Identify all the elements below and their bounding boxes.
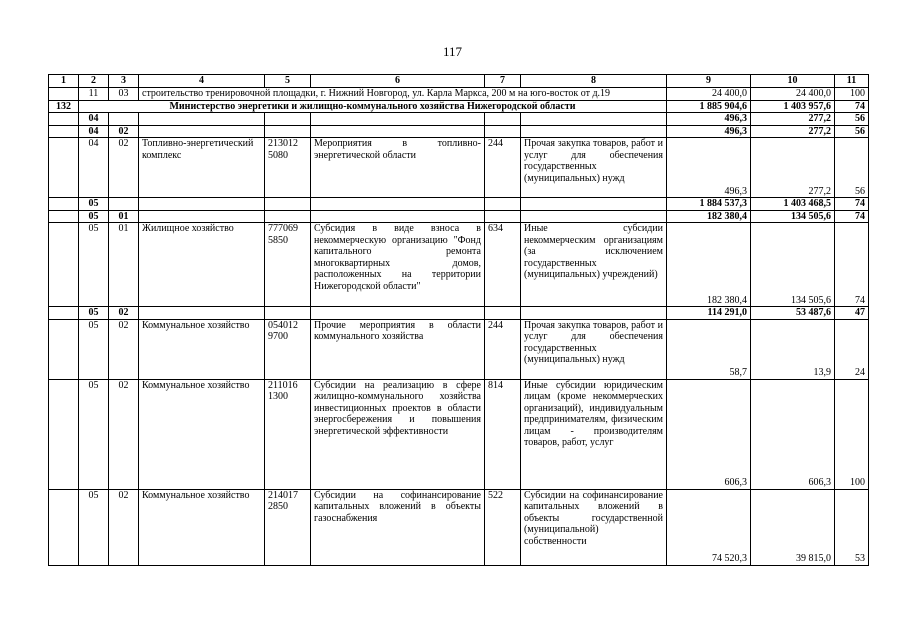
cell-actual: 1 403 957,6 bbox=[751, 100, 835, 113]
cell-plan: 58,7 bbox=[667, 319, 751, 379]
cell-branch: Коммунальное хозяйство bbox=[139, 489, 265, 565]
cell-actual: 1 403 468,5 bbox=[751, 198, 835, 211]
cell-actual: 277,2 bbox=[751, 138, 835, 198]
table-row bbox=[49, 210, 869, 223]
cell-plan: 496,3 bbox=[667, 125, 751, 138]
cell-subsection: 02 bbox=[109, 319, 139, 379]
cell-section: 11 bbox=[79, 88, 109, 101]
cell-expense-type: 244 bbox=[485, 319, 521, 379]
cell-subsection: 02 bbox=[109, 489, 139, 565]
cell-percent: 47 bbox=[835, 307, 869, 320]
header-cell: 3 bbox=[109, 75, 139, 88]
cell-percent: 24 bbox=[835, 319, 869, 379]
cell-section: 05 bbox=[79, 319, 109, 379]
cell-code: 132 bbox=[49, 100, 79, 113]
cell-percent: 56 bbox=[835, 113, 869, 126]
cell-branch: Топливно-энергетический комплекс bbox=[139, 138, 265, 198]
table-row bbox=[49, 88, 869, 101]
cell-subsection: 01 bbox=[109, 223, 139, 307]
cell-subsection: 02 bbox=[109, 138, 139, 198]
header-cell: 8 bbox=[521, 75, 667, 88]
cell-branch: Коммунальное хозяйство bbox=[139, 379, 265, 489]
cell-target-code: 054012 9700 bbox=[265, 319, 311, 379]
table-row bbox=[49, 198, 869, 211]
cell-expense-name: Прочая закупка товаров, работ и услуг для обеспечения государственных (муниципальных) нужд bbox=[521, 138, 667, 198]
cell-actual: 13,9 bbox=[751, 319, 835, 379]
cell-branch: Коммунальное хозяйство bbox=[139, 319, 265, 379]
cell-ministry-name: Министерство энергетики и жилищно-коммунального хозяйства Нижегородской области bbox=[79, 100, 667, 113]
cell-percent: 56 bbox=[835, 125, 869, 138]
cell-subsection: 01 bbox=[109, 210, 139, 223]
header-cell: 7 bbox=[485, 75, 521, 88]
cell-target-code: 211016 1300 bbox=[265, 379, 311, 489]
header-cell: 6 bbox=[311, 75, 485, 88]
cell-section: 05 bbox=[79, 379, 109, 489]
cell-section: 05 bbox=[79, 223, 109, 307]
cell-target-code: 214017 2850 bbox=[265, 489, 311, 565]
cell-target-code: 213012 5080 bbox=[265, 138, 311, 198]
cell-expense-type: 634 bbox=[485, 223, 521, 307]
table-row bbox=[49, 319, 869, 379]
cell-plan: 606,3 bbox=[667, 379, 751, 489]
cell-section: 04 bbox=[79, 113, 109, 126]
cell-percent: 100 bbox=[835, 88, 869, 101]
cell-actual: 134 505,6 bbox=[751, 210, 835, 223]
table-row bbox=[49, 489, 869, 565]
cell-description: строительство тренировочной площадки, г. Нижний Новгород, ул. Карла Маркса, 200 м на юго-восток от д.19 bbox=[139, 88, 667, 101]
cell-actual: 606,3 bbox=[751, 379, 835, 489]
cell-expense-name: Иные субсидии юридическим лицам (кроме некоммерческих организаций), индивидуальным предпринимателям, физическим лицам - производителям товаров, работ, услуг bbox=[521, 379, 667, 489]
cell-expense-type: 522 bbox=[485, 489, 521, 565]
cell-plan: 1 884 537,3 bbox=[667, 198, 751, 211]
cell-plan: 182 380,4 bbox=[667, 210, 751, 223]
table-row bbox=[49, 113, 869, 126]
page-number: 117 bbox=[442, 44, 463, 59]
cell-measure: Прочие мероприятия в области коммунального хозяйства bbox=[311, 319, 485, 379]
cell-expense-type: 244 bbox=[485, 138, 521, 198]
header-row bbox=[49, 75, 869, 88]
cell-plan: 114 291,0 bbox=[667, 307, 751, 320]
budget-table bbox=[48, 74, 869, 566]
cell-section: 05 bbox=[79, 307, 109, 320]
cell-measure: Субсидия в виде взноса в некоммерческую организацию "Фонд капитального ремонта многоквартирных домов, расположенных на территории Нижегородской области" bbox=[311, 223, 485, 307]
cell-percent: 56 bbox=[835, 138, 869, 198]
cell-percent: 74 bbox=[835, 210, 869, 223]
header-cell: 11 bbox=[835, 75, 869, 88]
cell-expense-type: 814 bbox=[485, 379, 521, 489]
table-row bbox=[49, 138, 869, 198]
cell-actual: 53 487,6 bbox=[751, 307, 835, 320]
cell-plan: 182 380,4 bbox=[667, 223, 751, 307]
header-cell: 2 bbox=[79, 75, 109, 88]
cell-percent: 53 bbox=[835, 489, 869, 565]
cell-section: 04 bbox=[79, 125, 109, 138]
cell-percent: 74 bbox=[835, 223, 869, 307]
cell-expense-name: Субсидии на софинансирование капитальных вложений в объекты государственной (муниципальной) собственности bbox=[521, 489, 667, 565]
cell-subsection: 02 bbox=[109, 125, 139, 138]
cell-plan: 24 400,0 bbox=[667, 88, 751, 101]
cell-actual: 277,2 bbox=[751, 125, 835, 138]
cell-subsection: 02 bbox=[109, 379, 139, 489]
table-row bbox=[49, 379, 869, 489]
cell-actual: 39 815,0 bbox=[751, 489, 835, 565]
cell-measure: Субсидии на реализацию в сфере жилищно-коммунального хозяйства инвестиционных проектов в области энергосбережения и повышения энергетической эффективности bbox=[311, 379, 485, 489]
cell-percent: 100 bbox=[835, 379, 869, 489]
cell-plan: 74 520,3 bbox=[667, 489, 751, 565]
cell-percent: 74 bbox=[835, 198, 869, 211]
cell-actual: 277,2 bbox=[751, 113, 835, 126]
cell-measure: Мероприятия в топливно-энергетической области bbox=[311, 138, 485, 198]
header-cell: 9 bbox=[667, 75, 751, 88]
cell-plan: 496,3 bbox=[667, 113, 751, 126]
header-cell: 1 bbox=[49, 75, 79, 88]
header-cell: 4 bbox=[139, 75, 265, 88]
cell-expense-name: Иные субсидии некоммерческим организациям (за исключением государственных (муниципальных) учреждений) bbox=[521, 223, 667, 307]
cell-subsection: 03 bbox=[109, 88, 139, 101]
cell-plan: 496,3 bbox=[667, 138, 751, 198]
cell-percent: 74 bbox=[835, 100, 869, 113]
table-row bbox=[49, 100, 869, 113]
cell-section: 05 bbox=[79, 198, 109, 211]
cell-section: 05 bbox=[79, 489, 109, 565]
cell-branch: Жилищное хозяйство bbox=[139, 223, 265, 307]
cell-target-code: 777069 5850 bbox=[265, 223, 311, 307]
header-cell: 5 bbox=[265, 75, 311, 88]
cell-section: 05 bbox=[79, 210, 109, 223]
header-cell: 10 bbox=[751, 75, 835, 88]
cell-expense-name: Прочая закупка товаров, работ и услуг для обеспечения государственных (муниципальных) нужд bbox=[521, 319, 667, 379]
cell-subsection: 02 bbox=[109, 307, 139, 320]
table-row bbox=[49, 307, 869, 320]
cell-measure: Субсидии на софинансирование капитальных вложений в объекты газоснабжения bbox=[311, 489, 485, 565]
table-row bbox=[49, 223, 869, 307]
cell-plan: 1 885 904,6 bbox=[667, 100, 751, 113]
table-row bbox=[49, 125, 869, 138]
cell-section: 04 bbox=[79, 138, 109, 198]
cell-actual: 134 505,6 bbox=[751, 223, 835, 307]
cell-actual: 24 400,0 bbox=[751, 88, 835, 101]
